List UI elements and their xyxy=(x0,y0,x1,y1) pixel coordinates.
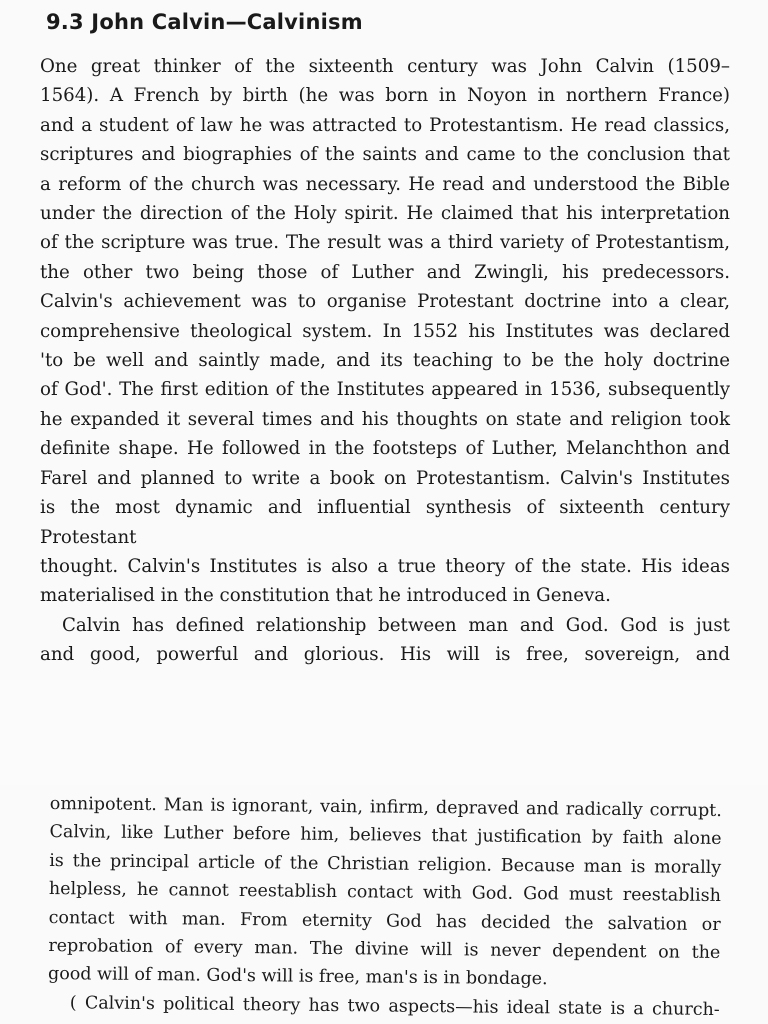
text-line: is the most dynamic and influential synthesis of sixteenth century Protestant xyxy=(40,497,730,548)
text-line: 'to be well and saintly made, and its teaching to be the holy doctrine xyxy=(40,350,730,372)
text-line: Calvin has defined relationship between man and God. God is just xyxy=(62,614,730,636)
text-line: One great thinker of the sixteenth century was John Calvin (1509– xyxy=(40,56,730,77)
text-line: he expanded it several times and his thoughts on state and religion took xyxy=(40,408,730,430)
section-heading: 9.3 John Calvin—Calvinism xyxy=(46,10,363,34)
text-line: reprobation of every man. The divine will is never dependent on the xyxy=(48,936,721,964)
text-line: thought. Calvin's Institutes is also a true theory of the state. His ideas xyxy=(40,555,730,577)
text-line: under the direction of the Holy spirit. He claimed that his interpretation xyxy=(40,203,730,225)
paragraph-block-lower xyxy=(48,790,722,1024)
text-line: a reform of the church was necessary. He read and understood the Bible xyxy=(40,173,730,195)
text-line: comprehensive theological system. In 1552 his Institutes was declared xyxy=(40,320,730,342)
text-line: scriptures and biographies of the saints and came to the conclusion that xyxy=(40,144,730,166)
text-line: of God'. The first edition of the Institutes appeared in 1536, subsequently xyxy=(40,379,730,401)
text-line: contact with man. From eternity God has decided the salvation or xyxy=(48,907,721,935)
paragraph-block-upper xyxy=(40,52,730,670)
text-line: definite shape. He followed in the footsteps of Luther, Melanchthon and xyxy=(40,438,730,460)
text-line: and a student of law he was attracted to Protestantism. He read classics, xyxy=(40,114,730,136)
text-line: the other two being those of Luther and Zwingli, his predecessors. xyxy=(40,261,730,283)
text-line: helpless, he cannot reestablish contact with God. God must reestablish xyxy=(48,879,722,907)
text-line: ( Calvin's political theory has two aspects—his ideal state is a church- xyxy=(69,993,720,1020)
text-line: and good, powerful and glorious. His will is free, sovereign, and xyxy=(40,644,730,666)
text-line: materialised in the constitution that he introduced in Geneva. xyxy=(40,585,611,607)
text-line: Calvin's achievement was to organise Protestant doctrine into a clear, xyxy=(40,291,730,313)
text-line: of the scripture was true. The result was a third variety of Protestantism, xyxy=(40,232,730,254)
blank-page-gap xyxy=(0,680,768,785)
text-line: Calvin, like Luther before him, believes that justification by faith alone xyxy=(49,822,722,850)
text-line: is the principal article of the Christian religion. Because man is morally xyxy=(49,850,722,878)
text-line: good will of man. God's will is free, man's is in bondage. xyxy=(47,964,548,990)
text-line: omnipotent. Man is ignorant, vain, infirm, depraved and radically corrupt. xyxy=(49,793,722,822)
text-line: 1564). A French by birth (he was born in Noyon in northern France) xyxy=(40,85,730,107)
text-line: Farel and planned to write a book on Protestantism. Calvin's Institutes xyxy=(40,467,730,489)
